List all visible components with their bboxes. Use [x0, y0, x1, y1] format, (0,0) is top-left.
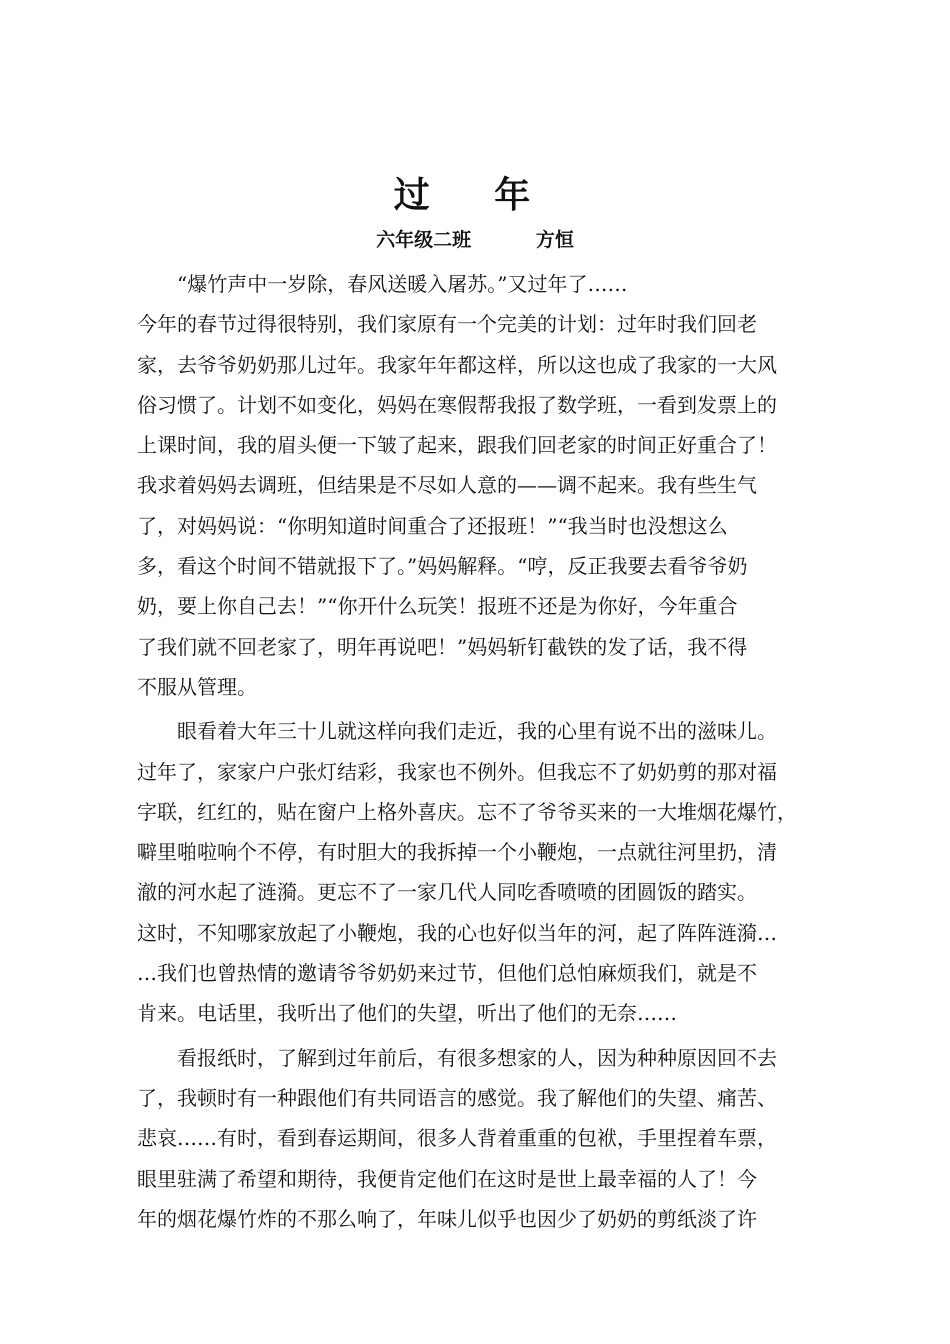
text-line: 字联，红红的，贴在窗户上格外喜庆。忘不了爷爷买来的一大堆烟花爆竹， [137, 799, 797, 824]
text-line: 多，看这个时间不错就报下了。”妈妈解释。“哼，反正我要去看爷爷奶 [137, 554, 748, 579]
text-line: 不服从管理。 [137, 674, 257, 699]
text-line: 我求着妈妈去调班，但结果是不尽如人意的——调不起来。我有些生气 [137, 473, 757, 498]
essay-title: 过 年 [393, 174, 557, 216]
text-line: 过年了，家家户户张灯结彩，我家也不例外。但我忘不了奶奶剪的那对福 [137, 759, 777, 784]
text-line: 了我们就不回老家了，明年再说吧！”妈妈斩钉截铁的发了话，我不得 [137, 634, 748, 659]
author-name: 方恒 [535, 229, 574, 251]
text-line: 眼看着大年三十儿就这样向我们走近，我的心里有说不出的滋味儿。 [177, 719, 777, 744]
byline [0, 226, 950, 254]
class-name: 六年级二班 [376, 229, 472, 251]
text-line: 噼里啪啦响个不停，有时胆大的我拆掉一个小鞭炮，一点就往河里扔，清 [137, 840, 777, 865]
text-line: 俗习惯了。计划不如变化，妈妈在寒假帮我报了数学班，一看到发票上的 [137, 392, 777, 417]
text-line: …我们也曾热情的邀请爷爷奶奶来过节，但他们总怕麻烦我们，就是不 [137, 961, 757, 986]
essay-body [137, 264, 827, 1239]
text-line: 了，我顿时有一种跟他们有共同语言的感觉。我了解他们的失望、痛苦、 [137, 1085, 777, 1110]
text-line: “爆竹声中一岁除，春风送暖入屠苏。”又过年了…… [177, 272, 628, 296]
text-line: 上课时间，我的眉头便一下皱了起来，跟我们回老家的时间正好重合了！ [137, 433, 777, 458]
text-line: 看报纸时，了解到过年前后，有很多想家的人，因为种种原因回不去 [177, 1045, 777, 1070]
text-line: 了，对妈妈说：“你明知道时间重合了还报班！”“我当时也没想这么 [137, 513, 728, 538]
text-line: 眼里驻满了希望和期待，我便肯定他们在这时是世上最幸福的人了！今 [137, 1166, 757, 1191]
text-line: 悲哀……有时，看到春运期间，很多人背着重重的包袱，手里捏着车票， [137, 1126, 777, 1151]
text-line: 年的烟花爆竹炸的不那么响了，年味儿似乎也因少了奶奶的剪纸淡了许 [137, 1206, 757, 1231]
text-line: 这时，不知哪家放起了小鞭炮，我的心也好似当年的河，起了阵阵涟漪… [137, 920, 777, 945]
text-line: 肯来。电话里，我听出了他们的失望，听出了他们的无奈…… [137, 1001, 677, 1026]
text-line: 澈的河水起了涟漪。更忘不了一家几代人同吃香喷喷的团圆饭的踏实。 [137, 880, 757, 905]
text-line: 家，去爷爷奶奶那儿过年。我家年年都这样，所以这也成了我家的一大风 [137, 352, 777, 377]
text-line: 奶，要上你自己去！”“你开什么玩笑！报班不还是为你好，今年重合 [137, 594, 738, 619]
text-line: 今年的春节过得很特别，我们家原有一个完美的计划：过年时我们回老 [137, 312, 757, 337]
